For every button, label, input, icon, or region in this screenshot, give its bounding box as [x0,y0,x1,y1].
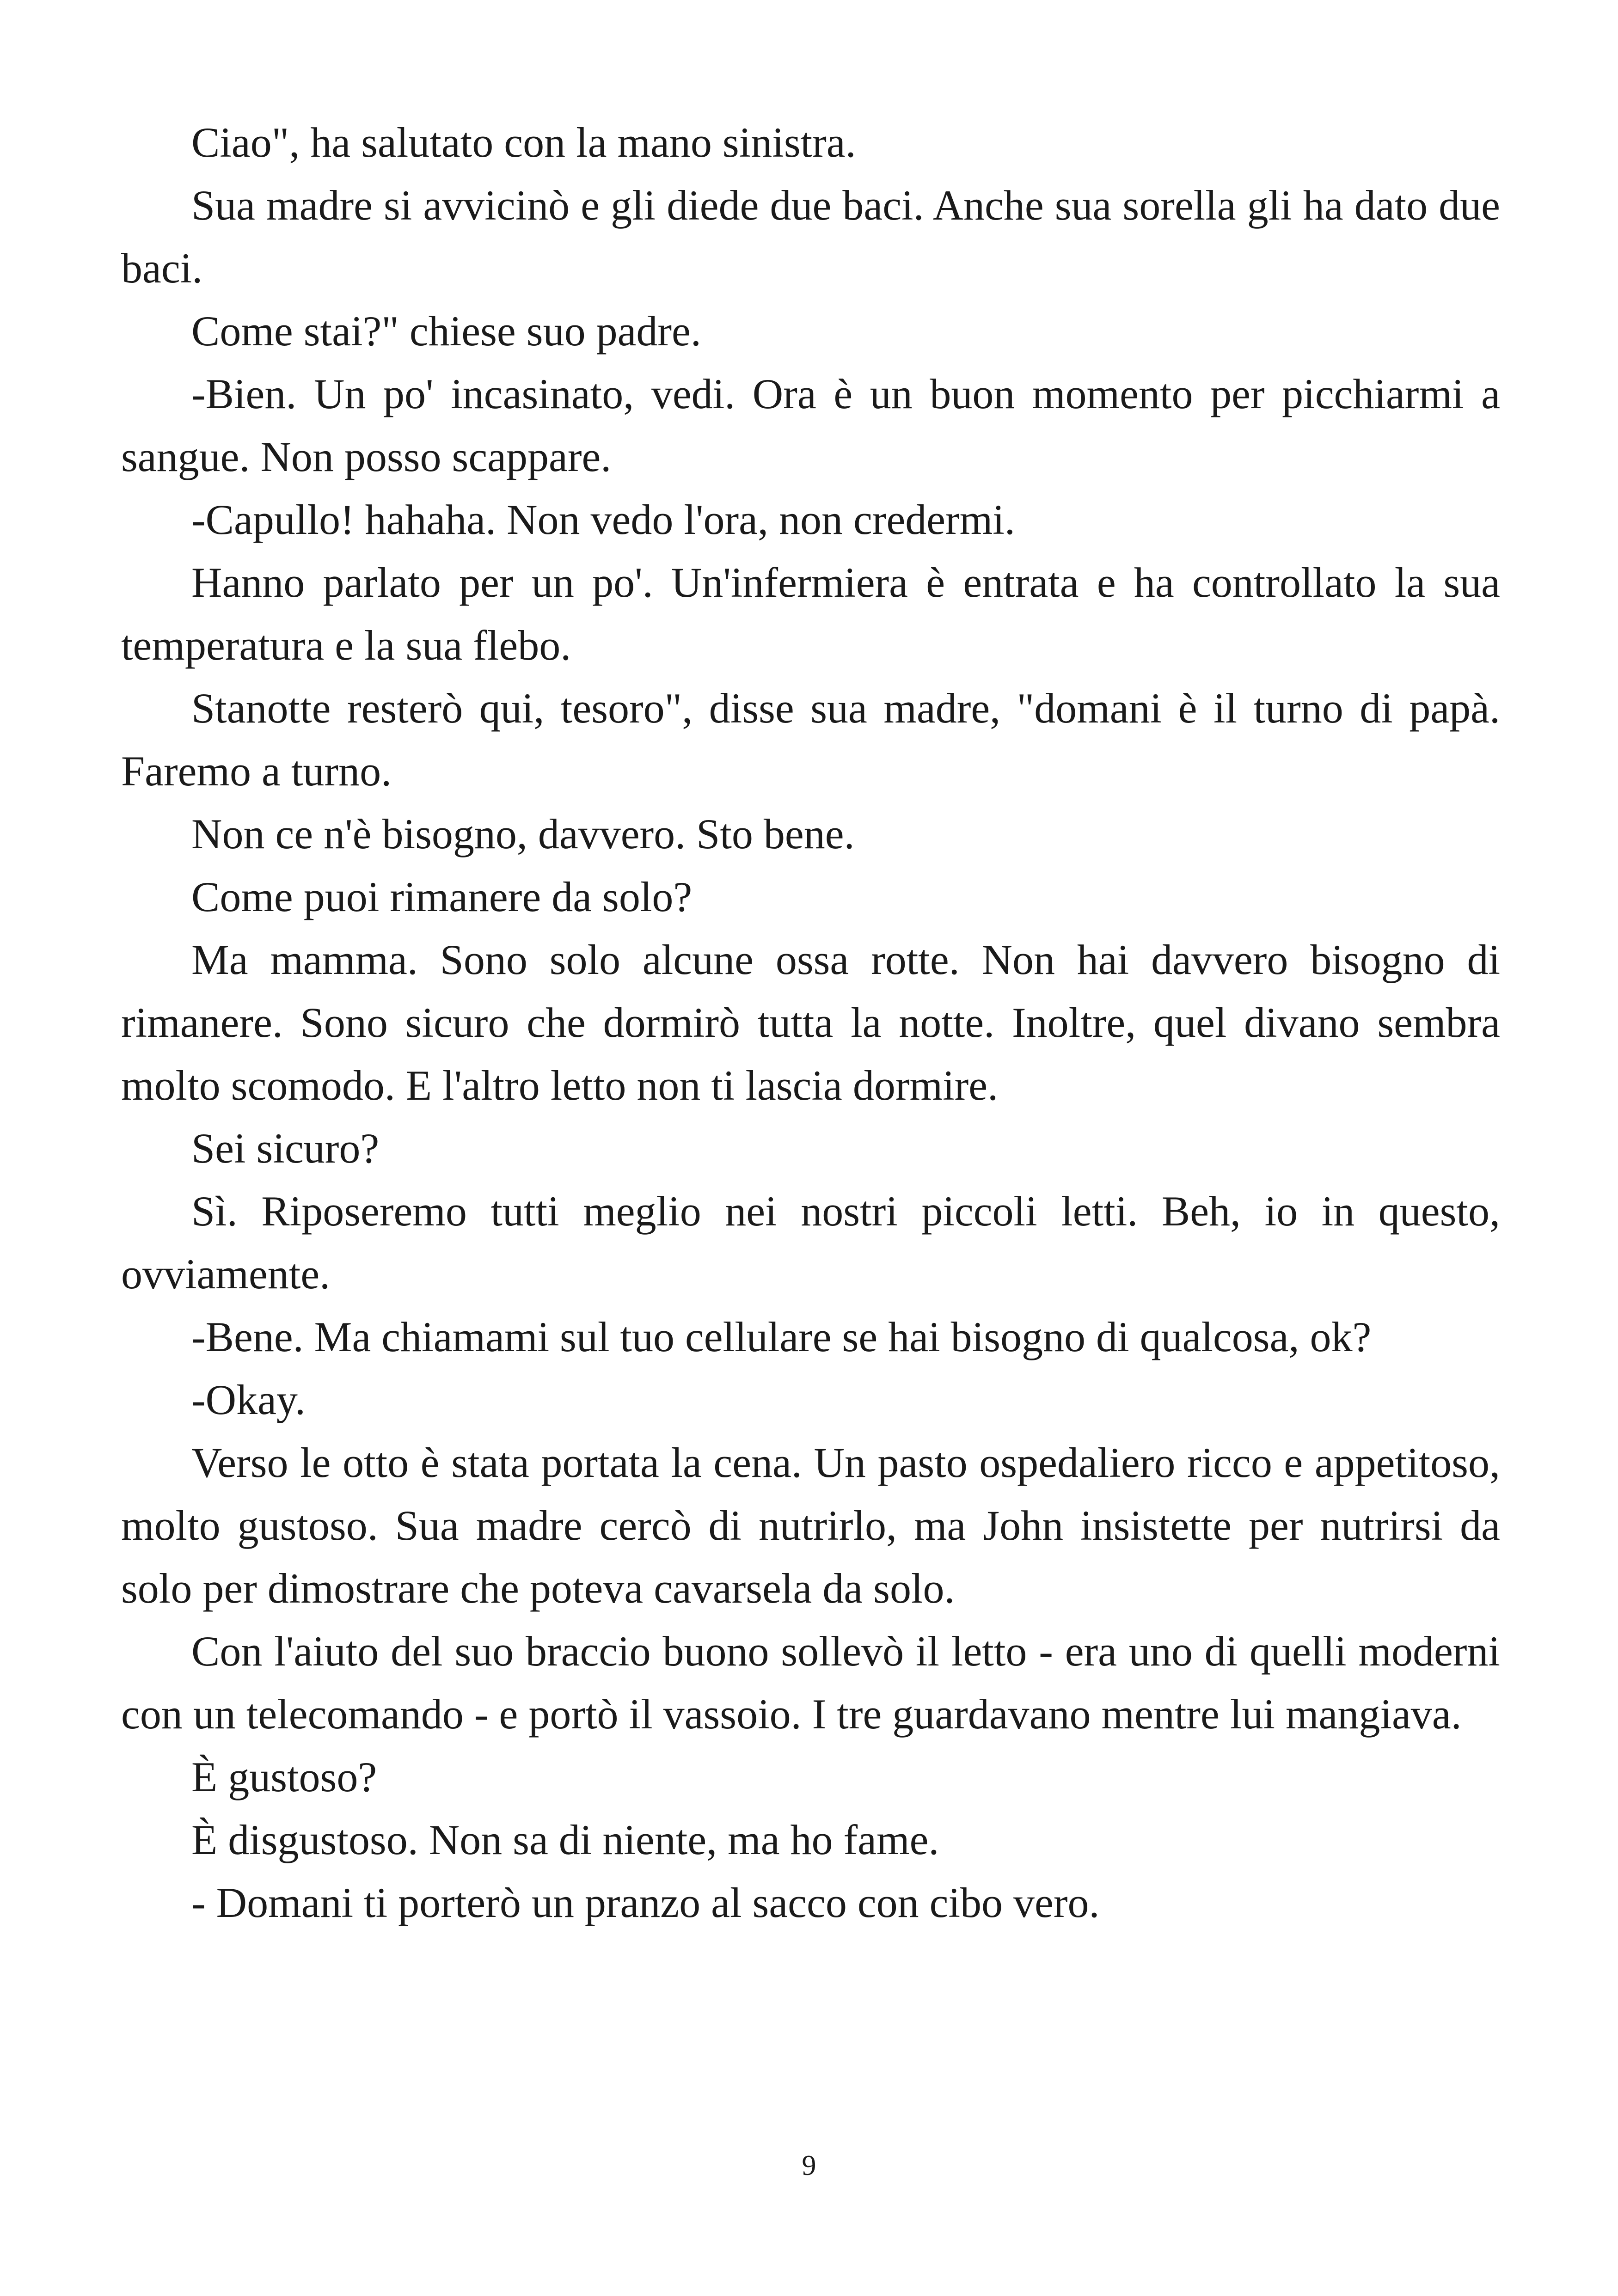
paragraph: -Bene. Ma chiamami sul tuo cellulare se hai bisogno di qualcosa, ok? [191,1313,1372,1360]
paragraph: -Okay. [191,1376,306,1423]
paragraph: È disgustoso. Non sa di niente, ma ho fame. [191,1816,939,1863]
paragraph: Con l'aiuto del suo braccio buono sollevò il letto - era uno di quelli moderni con un telecomando - e portò il vassoio. I tre guardavano mentre lui mangiava. [121,1628,1500,1738]
paragraph: Come stai?" chiese suo padre. [191,307,701,355]
paragraph: Ma mamma. Sono solo alcune ossa rotte. Non hai davvero bisogno di rimanere. Sono sicuro che dormirò tutta la notte. Inoltre, quel divano sembra molto scomodo. E l'altro letto non ti lascia dormire. [121,936,1500,1109]
paragraph: Come puoi rimanere da solo? [191,873,693,920]
body-text [121,111,1500,1934]
paragraph: Stanotte resterò qui, tesoro", disse sua madre, "domani è il turno di papà. Faremo a turno. [121,685,1500,795]
paragraph: - Domani ti porterò un pranzo al sacco con cibo vero. [191,1879,1100,1926]
paragraph: Sua madre si avvicinò e gli diede due baci. Anche sua sorella gli ha dato due baci. [121,182,1500,292]
paragraph: Hanno parlato per un po'. Un'infermiera è entrata e ha controllato la sua temperatura e la sua flebo. [121,559,1500,669]
paragraph: Non ce n'è bisogno, davvero. Sto bene. [191,810,855,857]
paragraph: È gustoso? [191,1753,377,1800]
page-number: 9 [802,2150,816,2181]
paragraph: Verso le otto è stata portata la cena. Un pasto ospedaliero ricco e appetitoso, molto gustoso. Sua madre cercò di nutrirlo, ma John insistette per nutrirsi da solo per dimostrare che poteva cavarsela da solo. [121,1439,1500,1612]
paragraph: Sei sicuro? [191,1125,380,1172]
paragraph: -Capullo! hahaha. Non vedo l'ora, non credermi. [191,496,1015,543]
paragraph: -Bien. Un po' incasinato, vedi. Ora è un buon momento per picchiarmi a sangue. Non posso scappare. [121,370,1500,480]
paragraph: Sì. Riposeremo tutti meglio nei nostri piccoli letti. Beh, io in questo, ovviamente. [121,1188,1500,1298]
paragraph: Ciao", ha salutato con la mano sinistra. [191,119,856,166]
